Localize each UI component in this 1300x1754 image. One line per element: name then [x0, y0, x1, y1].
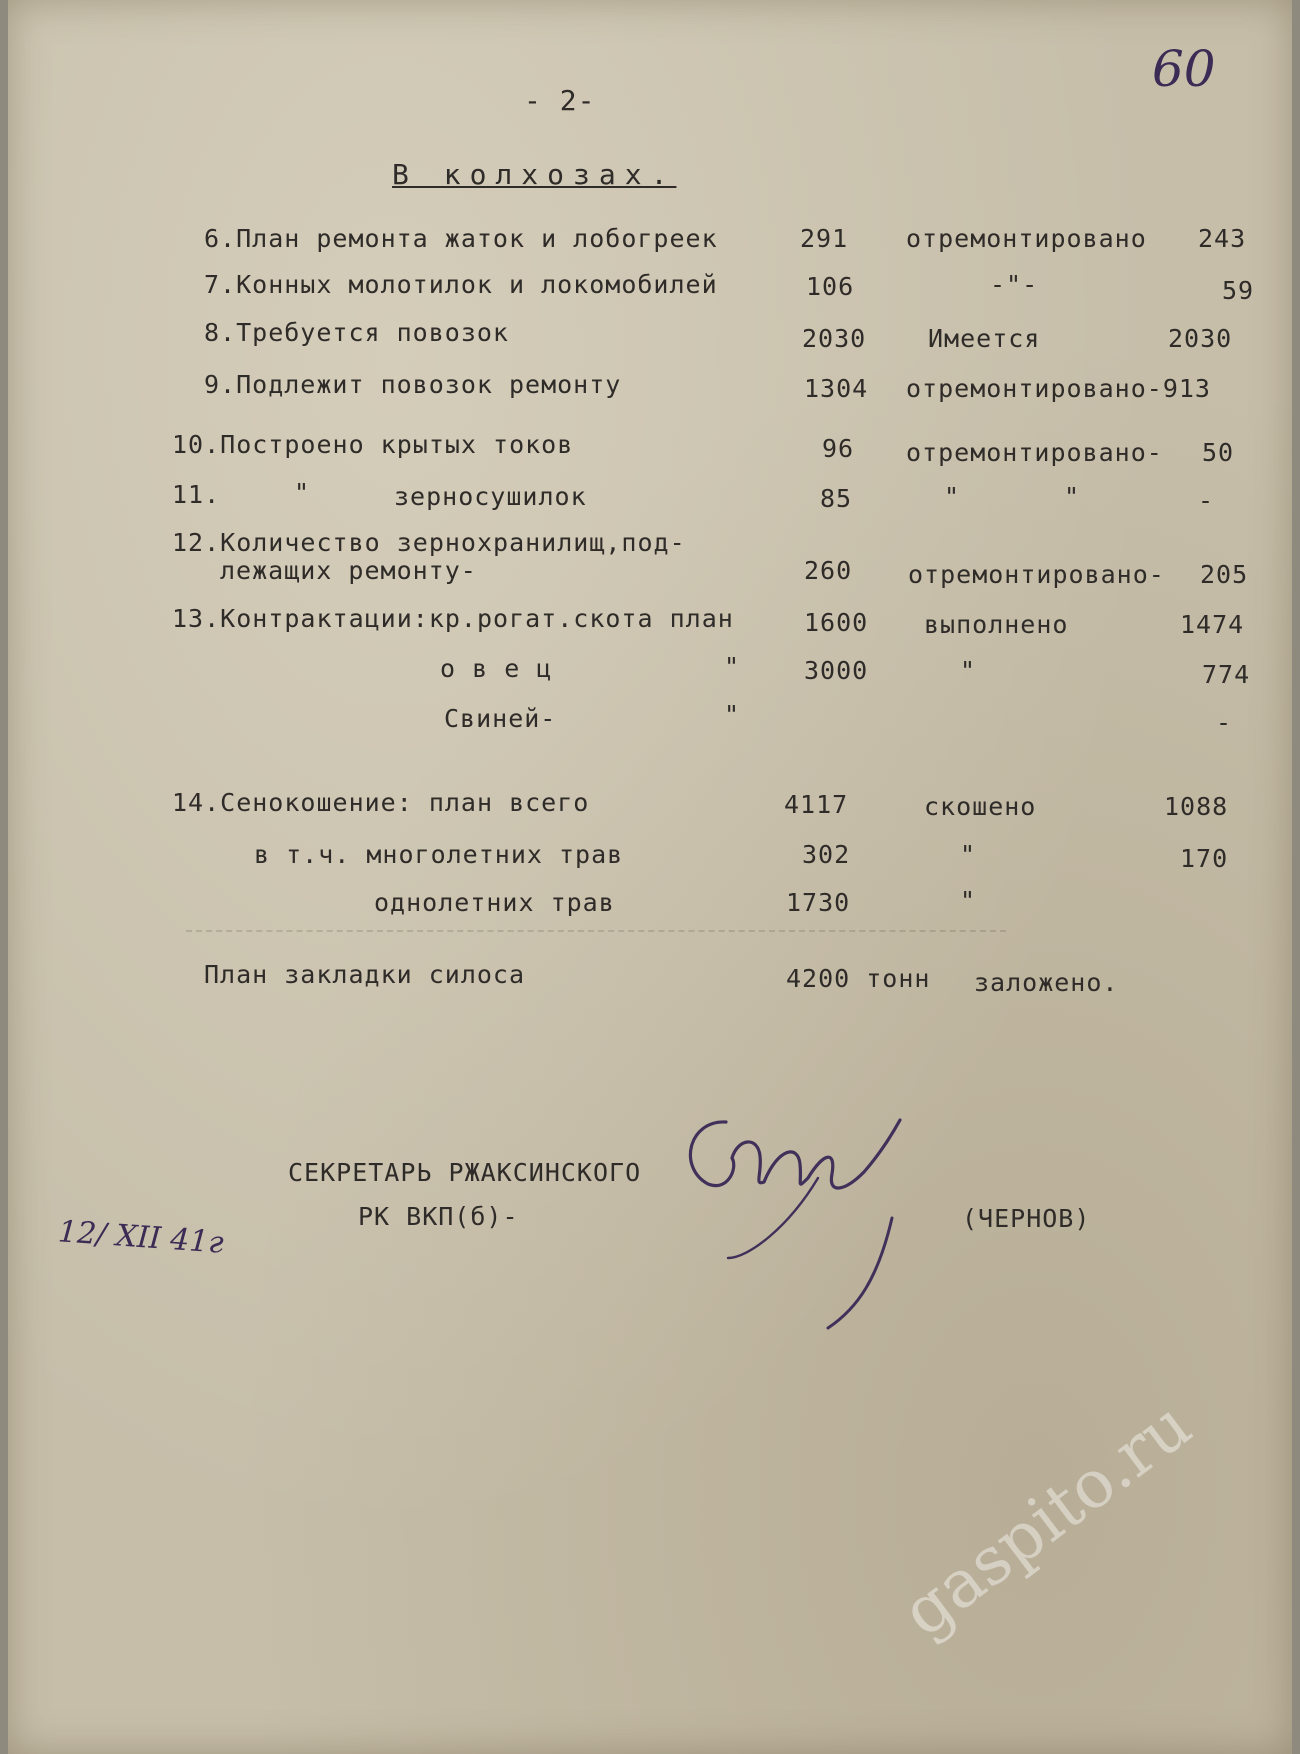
- row-12-plan: 260: [804, 556, 853, 585]
- handwritten-signature: [668, 1108, 968, 1348]
- row-10-result: 50: [1202, 438, 1235, 467]
- row-11-label: 11.: [172, 480, 221, 509]
- document-page: [8, 0, 1292, 1754]
- row-11-label-cont: зерносушилок: [394, 482, 587, 511]
- row-6-label: 6.План ремонта жаток и лобогреек: [204, 224, 718, 253]
- row-8-status: Имеется: [928, 324, 1041, 353]
- row-13-plan: 1600: [804, 608, 869, 637]
- row-6-plan: 291: [800, 224, 849, 253]
- row-11-status: ": [944, 482, 961, 511]
- signature-name: (ЧЕРНОВ): [962, 1204, 1091, 1233]
- row-sheep-label-ditto: ": [724, 652, 741, 681]
- row-10-status: отремонтировано-: [906, 438, 1163, 467]
- row-8-result: 2030: [1168, 324, 1233, 353]
- row-11-plan: 85: [820, 484, 853, 513]
- row-sheep-status: ": [960, 656, 977, 685]
- signature-title-line2: РК ВКП(б)-: [358, 1202, 519, 1231]
- row-8-plan: 2030: [802, 324, 867, 353]
- row-sheep-result: 774: [1202, 660, 1251, 689]
- row-12-status: отремонтировано-: [908, 560, 1165, 589]
- margin-date-note: 12/ XII 41г: [56, 1214, 225, 1261]
- row-perennial-status: ": [960, 840, 977, 869]
- row-silage-status: заложено.: [974, 968, 1119, 997]
- row-annual-plan: 1730: [786, 888, 851, 917]
- row-perennial-plan: 302: [802, 840, 851, 869]
- signature-title-line1: СЕКРЕТАРЬ РЖАКСИНСКОГО: [288, 1158, 642, 1187]
- row-7-status: -"-: [990, 270, 1039, 299]
- row-12-label: 12.Количество зернохранилищ,под-: [172, 528, 686, 557]
- archive-sheet-number: 60: [1152, 40, 1216, 98]
- page-number: - 2-: [524, 84, 596, 117]
- row-9-label: 9.Подлежит повозок ремонту: [204, 370, 622, 399]
- section-title: В колхозах.: [392, 158, 677, 191]
- row-silage-plan: 4200 тонн: [786, 964, 931, 993]
- row-6-result: 243: [1198, 224, 1247, 253]
- row-annual-status: ": [960, 886, 977, 915]
- row-12-label-line2: лежащих ремонту-: [220, 556, 477, 585]
- row-sheep-plan: 3000: [804, 656, 869, 685]
- row-silage-label: План закладки силоса: [204, 960, 526, 989]
- row-7-plan: 106: [806, 272, 855, 301]
- row-14-result: 1088: [1164, 792, 1229, 821]
- row-12-result: 205: [1200, 560, 1249, 589]
- row-14-status: скошено: [924, 792, 1037, 821]
- row-7-result: 59: [1222, 276, 1255, 305]
- row-perennial-label: в т.ч. многолетних трав: [254, 840, 624, 869]
- row-annual-label: однолетних трав: [374, 888, 615, 917]
- row-11-status-ditto: ": [1064, 482, 1081, 511]
- row-pigs-result: -: [1216, 708, 1233, 737]
- row-14-plan: 4117: [784, 790, 849, 819]
- row-6-status: отремонтировано: [906, 224, 1147, 253]
- watermark: gaspito.ru: [888, 1386, 1206, 1652]
- row-13-status: выполнено: [924, 610, 1069, 639]
- row-11-label-ditto: ": [294, 478, 311, 507]
- row-13-label: 13.Контрактации:кр.рогат.скота план: [172, 604, 734, 633]
- row-8-label: 8.Требуется повозок: [204, 318, 509, 347]
- row-7-label: 7.Конных молотилок и локомобилей: [204, 270, 718, 299]
- row-perennial-result: 170: [1180, 844, 1229, 873]
- row-10-plan: 96: [822, 434, 855, 463]
- row-pigs-label: Свиней-: [444, 704, 557, 733]
- faint-divider: [186, 930, 1006, 932]
- row-9-plan: 1304: [804, 374, 869, 403]
- row-11-result: -: [1198, 486, 1215, 515]
- row-9-status: отремонтировано-913: [906, 374, 1211, 403]
- row-pigs-label-ditto: ": [724, 700, 741, 729]
- row-sheep-label: о в е ц: [440, 654, 553, 683]
- row-13-result: 1474: [1180, 610, 1245, 639]
- row-14-label: 14.Сенокошение: план всего: [172, 788, 590, 817]
- row-10-label: 10.Построено крытых токов: [172, 430, 574, 459]
